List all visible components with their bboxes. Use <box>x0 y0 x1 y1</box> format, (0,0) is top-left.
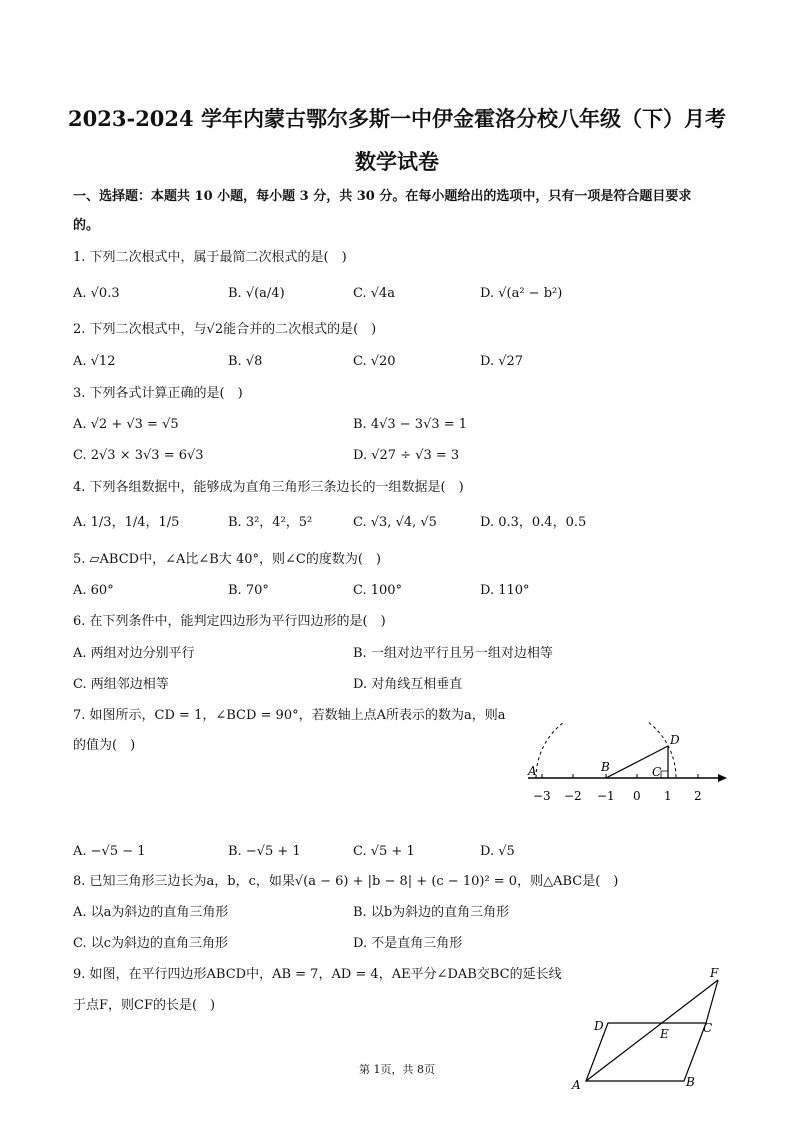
question-3-stem: 3. 下列各式计算正确的是( ) <box>73 386 243 401</box>
q7-option-c: C. √5 + 1 <box>353 844 415 859</box>
point-label-b: B <box>686 1075 695 1089</box>
q6-option-b: B. 一组对边平行且另一组对边相等 <box>353 646 553 661</box>
q2-option-a: A. √12 <box>73 354 116 369</box>
q1-option-d: D. √(a² − b²) <box>480 286 563 301</box>
tick-label: −3 <box>533 789 551 803</box>
q5-option-b: B. 70° <box>228 583 269 598</box>
q8-option-b: B. 以b为斜边的直角三角形 <box>353 905 510 920</box>
exam-title-line1: 2023-2024 学年内蒙古鄂尔多斯一中伊金霍洛分校八年级（下）月考 <box>68 106 726 131</box>
number-line-figure <box>520 722 730 808</box>
tick-label: 0 <box>633 789 641 803</box>
point-label-a: A <box>572 1078 581 1092</box>
question-7-stem: 7. 如图所示，CD = 1，∠BCD = 90°，若数轴上点A所表示的数为a，则a <box>73 708 506 723</box>
question-2-stem: 2. 下列二次根式中，与√2能合并的二次根式的是( ) <box>73 322 377 337</box>
question-9-stem: 9. 如图，在平行四边形ABCD中，AB = 7，AD = 4，AE平分∠DAB交BC的延长线 <box>73 967 562 982</box>
q5-option-c: C. 100° <box>353 583 403 598</box>
question-1-stem: 1. 下列二次根式中，属于最简二次根式的是( ) <box>73 250 347 265</box>
question-9-stem-cont: 于点F，则CF的长是( ) <box>73 998 216 1013</box>
q8-option-a: A. 以a为斜边的直角三角形 <box>73 905 229 920</box>
q7-option-a: A. −√5 − 1 <box>73 844 146 859</box>
point-label-f: F <box>710 966 719 980</box>
section-heading: 一、选择题：本题共 10 小题，每小题 3 分，共 30 分。在每小题给出的选项中，只有一项是符合题目要求 <box>73 189 692 204</box>
q6-option-c: C. 两组邻边相等 <box>73 677 169 692</box>
question-7-stem-cont: 的值为( ) <box>73 738 136 753</box>
q5-option-d: D. 110° <box>480 583 530 598</box>
question-4-stem: 4. 下列各组数据中，能够成为直角三角形三条边长的一组数据是( ) <box>73 480 464 495</box>
axis-arrow-icon <box>718 774 727 782</box>
question-8-stem: 8. 已知三角形三边长为a，b，c，如果√(a − 6) + |b − 8| + (c − 10)² = 0，则△ABC是( ) <box>73 874 619 889</box>
page-footer: 第 1页，共 8页 <box>359 1063 435 1076</box>
q1-option-c: C. √4a <box>353 286 396 301</box>
q4-option-a: A. 1/3，1/4，1/5 <box>73 515 180 530</box>
segment-cf <box>706 980 718 1023</box>
q1-option-b: B. √(a/4) <box>228 286 285 301</box>
q7-option-b: B. −√5 + 1 <box>228 844 301 859</box>
question-6-stem: 6. 在下列条件中，能判定四边形为平行四边形的是( ) <box>73 614 386 629</box>
point-label-c: C <box>652 765 662 779</box>
q6-option-a: A. 两组对边分别平行 <box>73 646 195 661</box>
q3-option-b: B. 4√3 − 3√3 = 1 <box>353 417 468 432</box>
right-angle-mark <box>661 771 668 778</box>
q6-option-d: D. 对角线互相垂直 <box>353 677 463 692</box>
q7-option-d: D. √5 <box>480 844 515 859</box>
q3-option-d: D. √27 ÷ √3 = 3 <box>353 448 460 463</box>
tick-label: 1 <box>664 789 672 803</box>
q8-option-d: D. 不是直角三角形 <box>353 936 463 951</box>
point-label-a: A <box>528 764 537 778</box>
tick-label: 2 <box>694 789 702 803</box>
exam-title-line2: 数学试卷 <box>355 149 439 174</box>
tick-label: −2 <box>564 789 582 803</box>
q5-option-a: A. 60° <box>73 583 114 598</box>
section-heading-cont: 的。 <box>73 218 100 233</box>
q2-option-c: C. √20 <box>353 354 396 369</box>
point-label-c: C <box>703 1021 713 1035</box>
q8-option-c: C. 以c为斜边的直角三角形 <box>73 936 229 951</box>
point-label-b: B <box>601 760 610 774</box>
q3-option-a: A. √2 + √3 = √5 <box>73 417 179 432</box>
q4-option-c: C. √3, √4, √5 <box>353 515 437 530</box>
point-label-d: D <box>594 1019 604 1033</box>
q2-option-d: D. √27 <box>480 354 524 369</box>
q2-option-b: B. √8 <box>228 354 263 369</box>
q1-option-a: A. √0.3 <box>73 286 120 301</box>
point-label-e: E <box>660 1027 669 1041</box>
point-label-d: D <box>670 733 680 747</box>
q3-option-c: C. 2√3 × 3√3 = 6√3 <box>73 448 204 463</box>
tick-label: −1 <box>597 789 615 803</box>
question-5-stem: 5. ▱ABCD中，∠A比∠B大 40°，则∠C的度数为( ) <box>73 552 381 567</box>
q4-option-b: B. 3²，4²，5² <box>228 515 313 530</box>
q4-option-d: D. 0.3，0.4，0.5 <box>480 515 587 530</box>
